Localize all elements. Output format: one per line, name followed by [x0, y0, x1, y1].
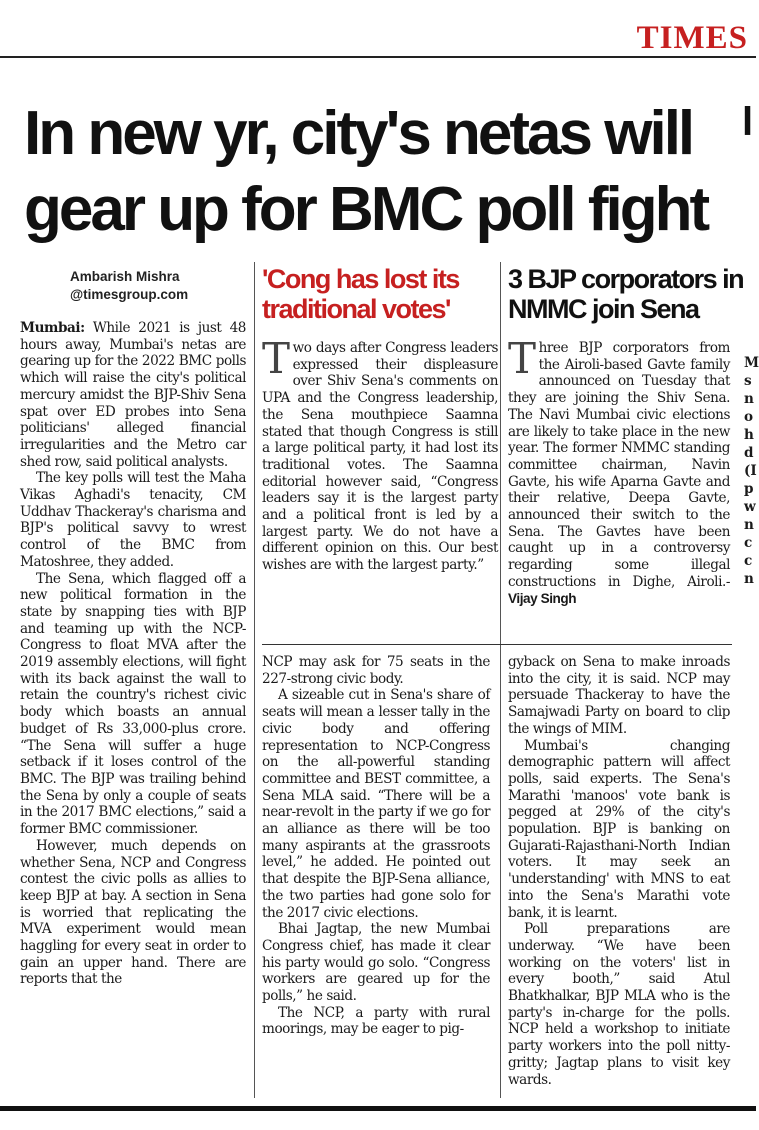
drop-cap: T: [508, 334, 536, 383]
sidebar-story-bjp: [508, 334, 730, 607]
sidebar-text: hree BJP corporators from the Airoli-based Gavte family announced on Tuesday that they are joining the Shiv Sena. The Navi Mumbai civic elections are likely to take place in the new year. The former NMMC standing committee chairman, Navin Gavte, his wife Aparna Gavte and their relative, Deepa Gavte, announced their switch to the Sena. The Gavtes have been caught up in a controversy regarding some illegal constructions in Dighe, Airoli.-: [508, 340, 730, 590]
byline-handle: @timesgroup.com: [70, 287, 189, 302]
page-bottom-rule: [0, 1106, 756, 1111]
masthead-title: TIMES: [636, 20, 748, 56]
story-paragraph: The key polls will test the Maha Vikas Aghadi's tenacity, CM Uddhav Thackeray's charisma and BJP's political savvy to wrest control of the BMC from Matoshree, they added.: [20, 470, 246, 570]
story-column-1: [20, 320, 246, 988]
byline: [70, 268, 188, 304]
sidebar-author: Vijay Singh: [508, 590, 577, 606]
sidebar-story-cong: [262, 334, 498, 574]
sidebar-paragraph: [508, 334, 730, 607]
headline-line-1: In new yr, city's netas will: [24, 99, 693, 168]
column-divider: [254, 262, 255, 1098]
story-paragraph: The NCP, a party with rural moorings, may be eager to pig-: [262, 1004, 490, 1038]
story-paragraph: Poll preparations are underway. “We have been working on the voters' list in every booth,” said Atul Bhatkhalkar, BJP MLA who is the party's in-charge for the polls. NCP held a workshop to initiate party workers into the poll nitty-gritty; Jagtap plans to visit key wards.: [508, 921, 730, 1088]
byline-author: Ambarish Mishra: [70, 269, 180, 284]
story-paragraph: The Sena, which flagged off a new political formation in the state by snapping ties with BJP and teaming up with the NCP-Congress to float MVA after the 2019 assembly elections, will fight with its back against the wall to retain the country's richest civic body which boasts an annual budget of Rs 33,000-plus crore. “The Sena will suffer a huge setback if it loses control of the BMC. The BJP was trailing behind the Sena by only a couple of seats in the 2017 BMC elections,” said a former BMC commissioner.: [20, 570, 246, 838]
story-paragraph: Bhai Jagtap, the new Mumbai Congress chief, has made it clear his party would go solo. “Congress workers are geared up for the polls,” he said.: [262, 921, 490, 1005]
main-headline: [24, 96, 744, 248]
drop-cap: T: [262, 334, 290, 383]
adjacent-column-fragment: M s n o h d (I p w n c c n: [744, 355, 759, 587]
story-column-2: [262, 654, 490, 1038]
story-paragraph: However, much depends on whether Sena, NCP and Congress contest the civic polls as allies to keep BJP at bay. A section in Sena is worried that replicating the MVA experiment would mean haggling for every seat in order to gain an upper hand. There are reports that the: [20, 837, 246, 988]
headline-line-2: gear up for BMC poll fight: [24, 175, 708, 244]
story-column-3: [508, 654, 730, 1088]
sidebar-paragraph: [262, 334, 498, 574]
story-paragraph: Mumbai's changing demographic pattern will affect polls, said experts. The Sena's Marathi 'manoos' vote bank is pegged at 29% of the city's population. BJP is banking on Gujarati-Rajasthani-North Indian voters. It may seek an 'understanding' with MNS to eat into the Sena's Marathi vote bank, it is learnt.: [508, 737, 730, 921]
story-paragraph: NCP may ask for 75 seats in the 227-strong civic body.: [262, 654, 490, 687]
story-paragraph: [20, 320, 246, 470]
section-rule: [262, 644, 732, 645]
masthead-rule: [0, 56, 756, 58]
sidebar-headline-bjp: 3 BJP corporators in NMMC join Sena: [508, 264, 744, 324]
column-divider: [500, 262, 501, 1098]
adjacent-headline-fragment: l: [742, 100, 754, 144]
sidebar-text: wo days after Congress leaders expressed their displeasure over Shiv Sena's comments on UPA and the Congress leadership, the Sena mouthpiece Saamna stated that though Congress is still a large political party, it had lost its traditional votes. The Saamna editorial however said, “Congress leaders say it is the largest party and a political front is led by a largest party. We do not have a different opinion on this. Our best wishes are with the largest party.”: [262, 340, 498, 574]
sidebar-headline-cong: 'Cong has lost its traditional votes': [262, 264, 459, 324]
story-paragraph: A sizeable cut in Sena's share of seats will mean a lesser tally in the civic body and offering representation to NCP-Congress on the all-powerful standing committee and BEST committee, a Sena MLA said. “There will be a near-revolt in the party if we go for an alliance as there will be too many aspirants at the grassroots level,” he added. He pointed out that despite the BJP-Sena alliance, the two parties had gone solo for the 2017 civic elections.: [262, 687, 490, 921]
story-paragraph: gyback on Sena to make inroads into the city, it is said. NCP may persuade Thackeray to have the Samajwadi Party on board to clip the wings of MIM.: [508, 654, 730, 737]
dateline: Mumbai:: [20, 320, 85, 336]
story-lead-text: While 2021 is just 48 hours away, Mumbai's netas are gearing up for the 2022 BMC polls which will raise the city's political mercury amidst the BJP-Shiv Sena spat over ED probes into Sena politicians' alleged financial irregularities and the Metro car shed row, said political analysts.: [20, 320, 246, 470]
